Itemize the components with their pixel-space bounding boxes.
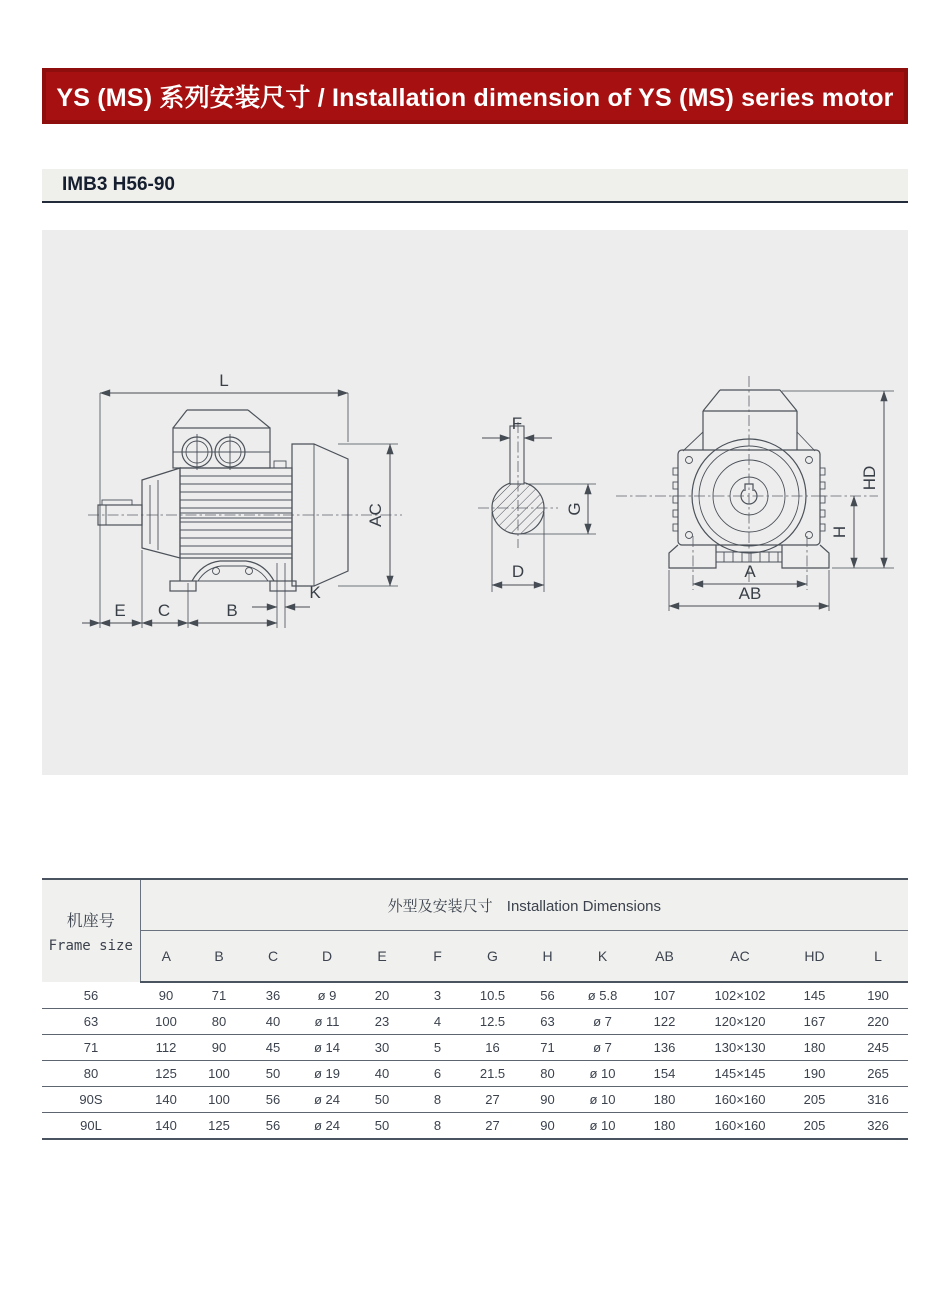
front-view [616,376,894,611]
table-row [42,1087,908,1113]
frame-size-header-zh: 机座号 [66,913,115,930]
dim-letter-row [42,931,908,983]
dimension-cell: 5 [410,1035,465,1061]
table-row [42,1035,908,1061]
table-row [42,982,908,1009]
dimension-cell: 27 [465,1087,520,1113]
dimension-cell: 180 [781,1035,848,1061]
dimension-cell: 100 [192,1061,246,1087]
dimension-cell: ø 24 [300,1087,354,1113]
dimension-cell: 50 [374,1118,390,1133]
dimension-cell: 90 [540,1118,555,1133]
dimension-cell: 326 [867,1118,889,1133]
motor-dimension-drawing [42,230,908,775]
dimension-cell: 125 [208,1118,230,1133]
dimension-cell: 112 [140,1035,192,1061]
column-header-B: B [192,931,246,983]
dimension-cell: 3 [410,982,465,1009]
dimension-cell: 8 [410,1087,465,1113]
dimension-cell: 90 [192,1035,246,1061]
dimension-cell: 167 [781,1009,848,1035]
frame-size-cell: 80 [42,1061,140,1087]
dim-label-A: A [744,562,756,581]
dim-label-G: G [565,502,584,516]
column-header-E: E [354,931,410,983]
dimension-cell: 180 [653,1118,676,1133]
dimension-cell: 50 [246,1061,300,1087]
dimension-cell: 107 [630,982,699,1009]
dimension-cell: ø 7 [575,1035,630,1061]
title-banner [42,68,908,124]
dimension-cell: 27 [485,1118,500,1133]
dimension-cell: 90 [520,1087,575,1113]
dim-label-D: D [511,562,525,581]
dimension-cell: 21.5 [465,1061,520,1087]
dimension-cell: 56 [265,1118,281,1133]
dim-label-H: H [830,525,849,539]
dimension-cell: ø 10 [575,1061,630,1087]
dimension-cell: 140 [155,1118,177,1133]
dimension-cell: 190 [848,982,908,1009]
column-header-K: K [575,931,630,983]
dimension-cell: ø 10 [589,1118,616,1133]
dimension-cell: 56 [520,982,575,1009]
frame-size-cell: 56 [42,982,140,1009]
column-header-HD: HD [781,931,848,983]
column-header-D: D [300,931,354,983]
dimension-cell: 220 [848,1009,908,1035]
mounting-code-label: IMB3 H56-90 [62,174,175,195]
dimension-cell: ø 9 [300,982,354,1009]
installation-dimensions-table [42,878,908,1140]
table-row [42,1061,908,1087]
shaft-section-view [478,414,596,592]
dimension-cell: 160×160 [714,1118,766,1133]
dim-label-E: E [114,601,126,620]
table-row [42,1113,908,1140]
dimension-cell: 20 [354,982,410,1009]
frame-size-cell: 63 [42,1009,140,1035]
frame-size-header-en: Frame size [48,938,133,954]
group-header-row [42,879,908,931]
dimension-cell: 125 [140,1061,192,1087]
dimensions-group-header-en: Installation Dimensions [506,897,662,915]
column-header-G: G [465,931,520,983]
dimension-cell: 245 [848,1035,908,1061]
dim-label-AC: AC [366,503,385,527]
table-row [42,1009,908,1035]
dimension-cell: 80 [192,1009,246,1035]
dimension-cell: ø 19 [300,1061,354,1087]
dimension-cell: ø 24 [313,1118,340,1133]
dimension-cell: 23 [354,1009,410,1035]
dimension-cell: 10.5 [465,982,520,1009]
dimension-cell: 50 [354,1087,410,1113]
dimension-cell: 130×130 [699,1035,781,1061]
dimension-cell: 16 [465,1035,520,1061]
dimension-cell: 122 [630,1009,699,1035]
dimension-cell: 205 [781,1087,848,1113]
dimension-cell: ø 14 [300,1035,354,1061]
dim-label-B: B [226,601,238,620]
dimension-cell: 30 [354,1035,410,1061]
column-header-AB: AB [630,931,699,983]
dimension-cell: 160×160 [699,1087,781,1113]
frame-size-cell: 71 [42,1035,140,1061]
dimension-cell: 145×145 [699,1061,781,1087]
dimension-cell: 71 [520,1035,575,1061]
dimension-cell: 190 [781,1061,848,1087]
dimension-cell: 100 [140,1009,192,1035]
dimension-cell: 205 [803,1118,826,1133]
dimensions-group-header [140,879,908,931]
dimension-cell: ø 10 [575,1087,630,1113]
dimension-cell: 12.5 [465,1009,520,1035]
column-header-F: F [410,931,465,983]
dimension-cell: 80 [520,1061,575,1087]
column-header-L: L [848,931,908,983]
dimension-cell: 140 [140,1087,192,1113]
dimension-cell: 154 [630,1061,699,1087]
dimension-cell: 71 [192,982,246,1009]
column-header-AC: AC [699,931,781,983]
column-header-C: C [246,931,300,983]
dimension-cell: 145 [781,982,848,1009]
side-view [82,371,402,628]
dimension-cell: 316 [848,1087,908,1113]
dimension-cell: ø 5.8 [575,982,630,1009]
dimension-cell: 120×120 [699,1009,781,1035]
dimension-cell: 40 [354,1061,410,1087]
page-title: YS (MS) 系列安装尺寸 / Installation dimension of YS (MS) series motor [56,84,894,112]
dimension-cell: 4 [410,1009,465,1035]
dimensions-group-header-zh: 外型及安装尺寸 [387,897,493,915]
dimension-cell: 40 [246,1009,300,1035]
dimension-cell: 63 [520,1009,575,1035]
dimension-cell: 90 [140,982,192,1009]
dimension-cell: 102×102 [699,982,781,1009]
frame-size-cell: 90S [42,1087,140,1113]
dimension-drawing-panel [42,230,908,775]
dimension-cell: 100 [192,1087,246,1113]
dim-label-K: K [309,583,321,602]
dimension-cell: 45 [246,1035,300,1061]
dimension-cell: 180 [630,1087,699,1113]
dimension-cell: 265 [848,1061,908,1087]
dimension-cell: 8 [433,1118,442,1133]
section-header-bar [42,169,908,203]
dim-label-HD: HD [860,465,879,491]
dim-label-AB: AB [738,584,762,603]
dimension-cell: 6 [410,1061,465,1087]
dim-label-L: L [219,371,229,390]
table-body [42,982,908,1139]
dimension-cell: ø 11 [300,1009,354,1035]
dimension-cell: 136 [630,1035,699,1061]
dimension-cell: ø 7 [575,1009,630,1035]
column-header-H: H [520,931,575,983]
dimension-cell: 36 [246,982,300,1009]
dim-label-F: F [511,414,523,433]
frame-size-cell: 90L [80,1118,102,1133]
dim-label-C: C [157,601,171,620]
dimension-cell: 56 [246,1087,300,1113]
frame-size-header [42,879,140,982]
column-header-A: A [140,931,192,983]
